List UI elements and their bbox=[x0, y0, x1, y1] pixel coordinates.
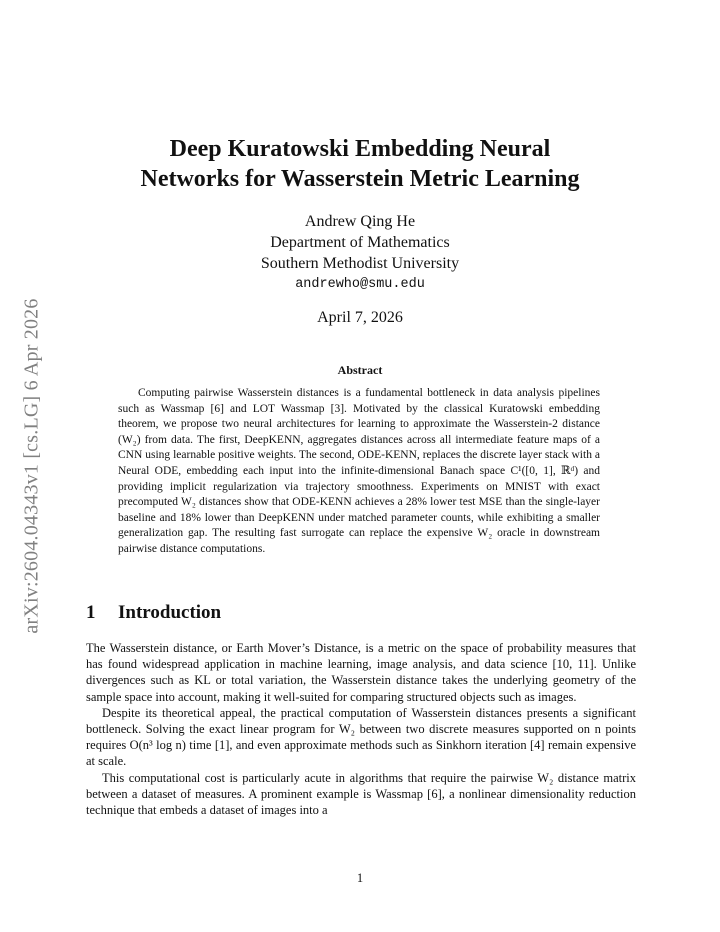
abstract-heading: Abstract bbox=[337, 363, 383, 377]
author-name: Andrew Qing He bbox=[304, 213, 416, 230]
paper-title bbox=[0, 134, 720, 194]
intro-paragraph-3: This computational cost is particularly acute in algorithms that require the pairwise W₂ distance matrix between a dataset of measures. A prominent example is Wassmap [6], a nonlinear dimensionality reduction technique that embeds a dataset of images into a bbox=[86, 770, 636, 818]
author-department: Department of Mathematics bbox=[270, 234, 450, 251]
paper-date: April 7, 2026 bbox=[317, 309, 403, 326]
arxiv-identifier-stamp: arXiv:2604.04343v1 [cs.LG] 6 Apr 2026 bbox=[20, 298, 43, 634]
section-number: 1 bbox=[86, 602, 96, 623]
intro-paragraph-2: Despite its theoretical appeal, the practical computation of Wasserstein distances presents a significant bottleneck. Solving the exact linear program for W₂ between two discrete measures supported on n points requires O(n³ log n) time [1], and even approximate methods such as Sinkhorn iteration [4] remain expensive at scale. bbox=[86, 705, 636, 769]
author-block bbox=[0, 211, 720, 295]
section-title: Introduction bbox=[118, 602, 222, 623]
author-email[interactable]: andrewho@smu.edu bbox=[295, 277, 425, 292]
introduction-body bbox=[86, 640, 636, 818]
page-number: 1 bbox=[356, 871, 364, 885]
paper-title-line-2: Networks for Wasserstein Metric Learning bbox=[140, 166, 580, 192]
paper-title-line-1: Deep Kuratowski Embedding Neural bbox=[169, 136, 551, 162]
section-heading-introduction bbox=[86, 602, 221, 624]
author-institution: Southern Methodist University bbox=[260, 255, 460, 272]
intro-paragraph-1: The Wasserstein distance, or Earth Mover’s Distance, is a metric on the space of probability measures that has found widespread application in machine learning, image analysis, and data science [10, 11]. Unlike divergences such as KL or total variation, the Wasserstein distance takes the underlying geometry of the sample space into account, making it well-suited for comparing structured objects such as images. bbox=[86, 641, 636, 704]
abstract-text: Computing pairwise Wasserstein distances is a fundamental bottleneck in data analysis pipelines such as Wassmap [6] and LOT Wassmap [3]. Motivated by the classical Kuratowski embedding theorem, we propose two neural architectures for learning to approximate the Wasserstein-2 distance (W₂) from data. The first, DeepKENN, aggregates distances across all intermediate feature maps of a CNN using learnable positive weights. The second, ODE-KENN, replaces the discrete layer stack with a Neural ODE, embedding each input into the infinite-dimensional Banach space C¹([0, 1], ℝᵈ) and providing implicit regularization via trajectory smoothness. Experiments on MNIST with exact precomputed W₂ distances show that ODE-KENN achieves a 28% lower test MSE than the single-layer baseline and 18% lower than DeepKENN under matched parameter counts, while exhibiting a smaller generalization gap. The resulting fast surrogate can replace the expensive W₂ oracle in downstream pairwise distance computations. bbox=[118, 387, 600, 555]
